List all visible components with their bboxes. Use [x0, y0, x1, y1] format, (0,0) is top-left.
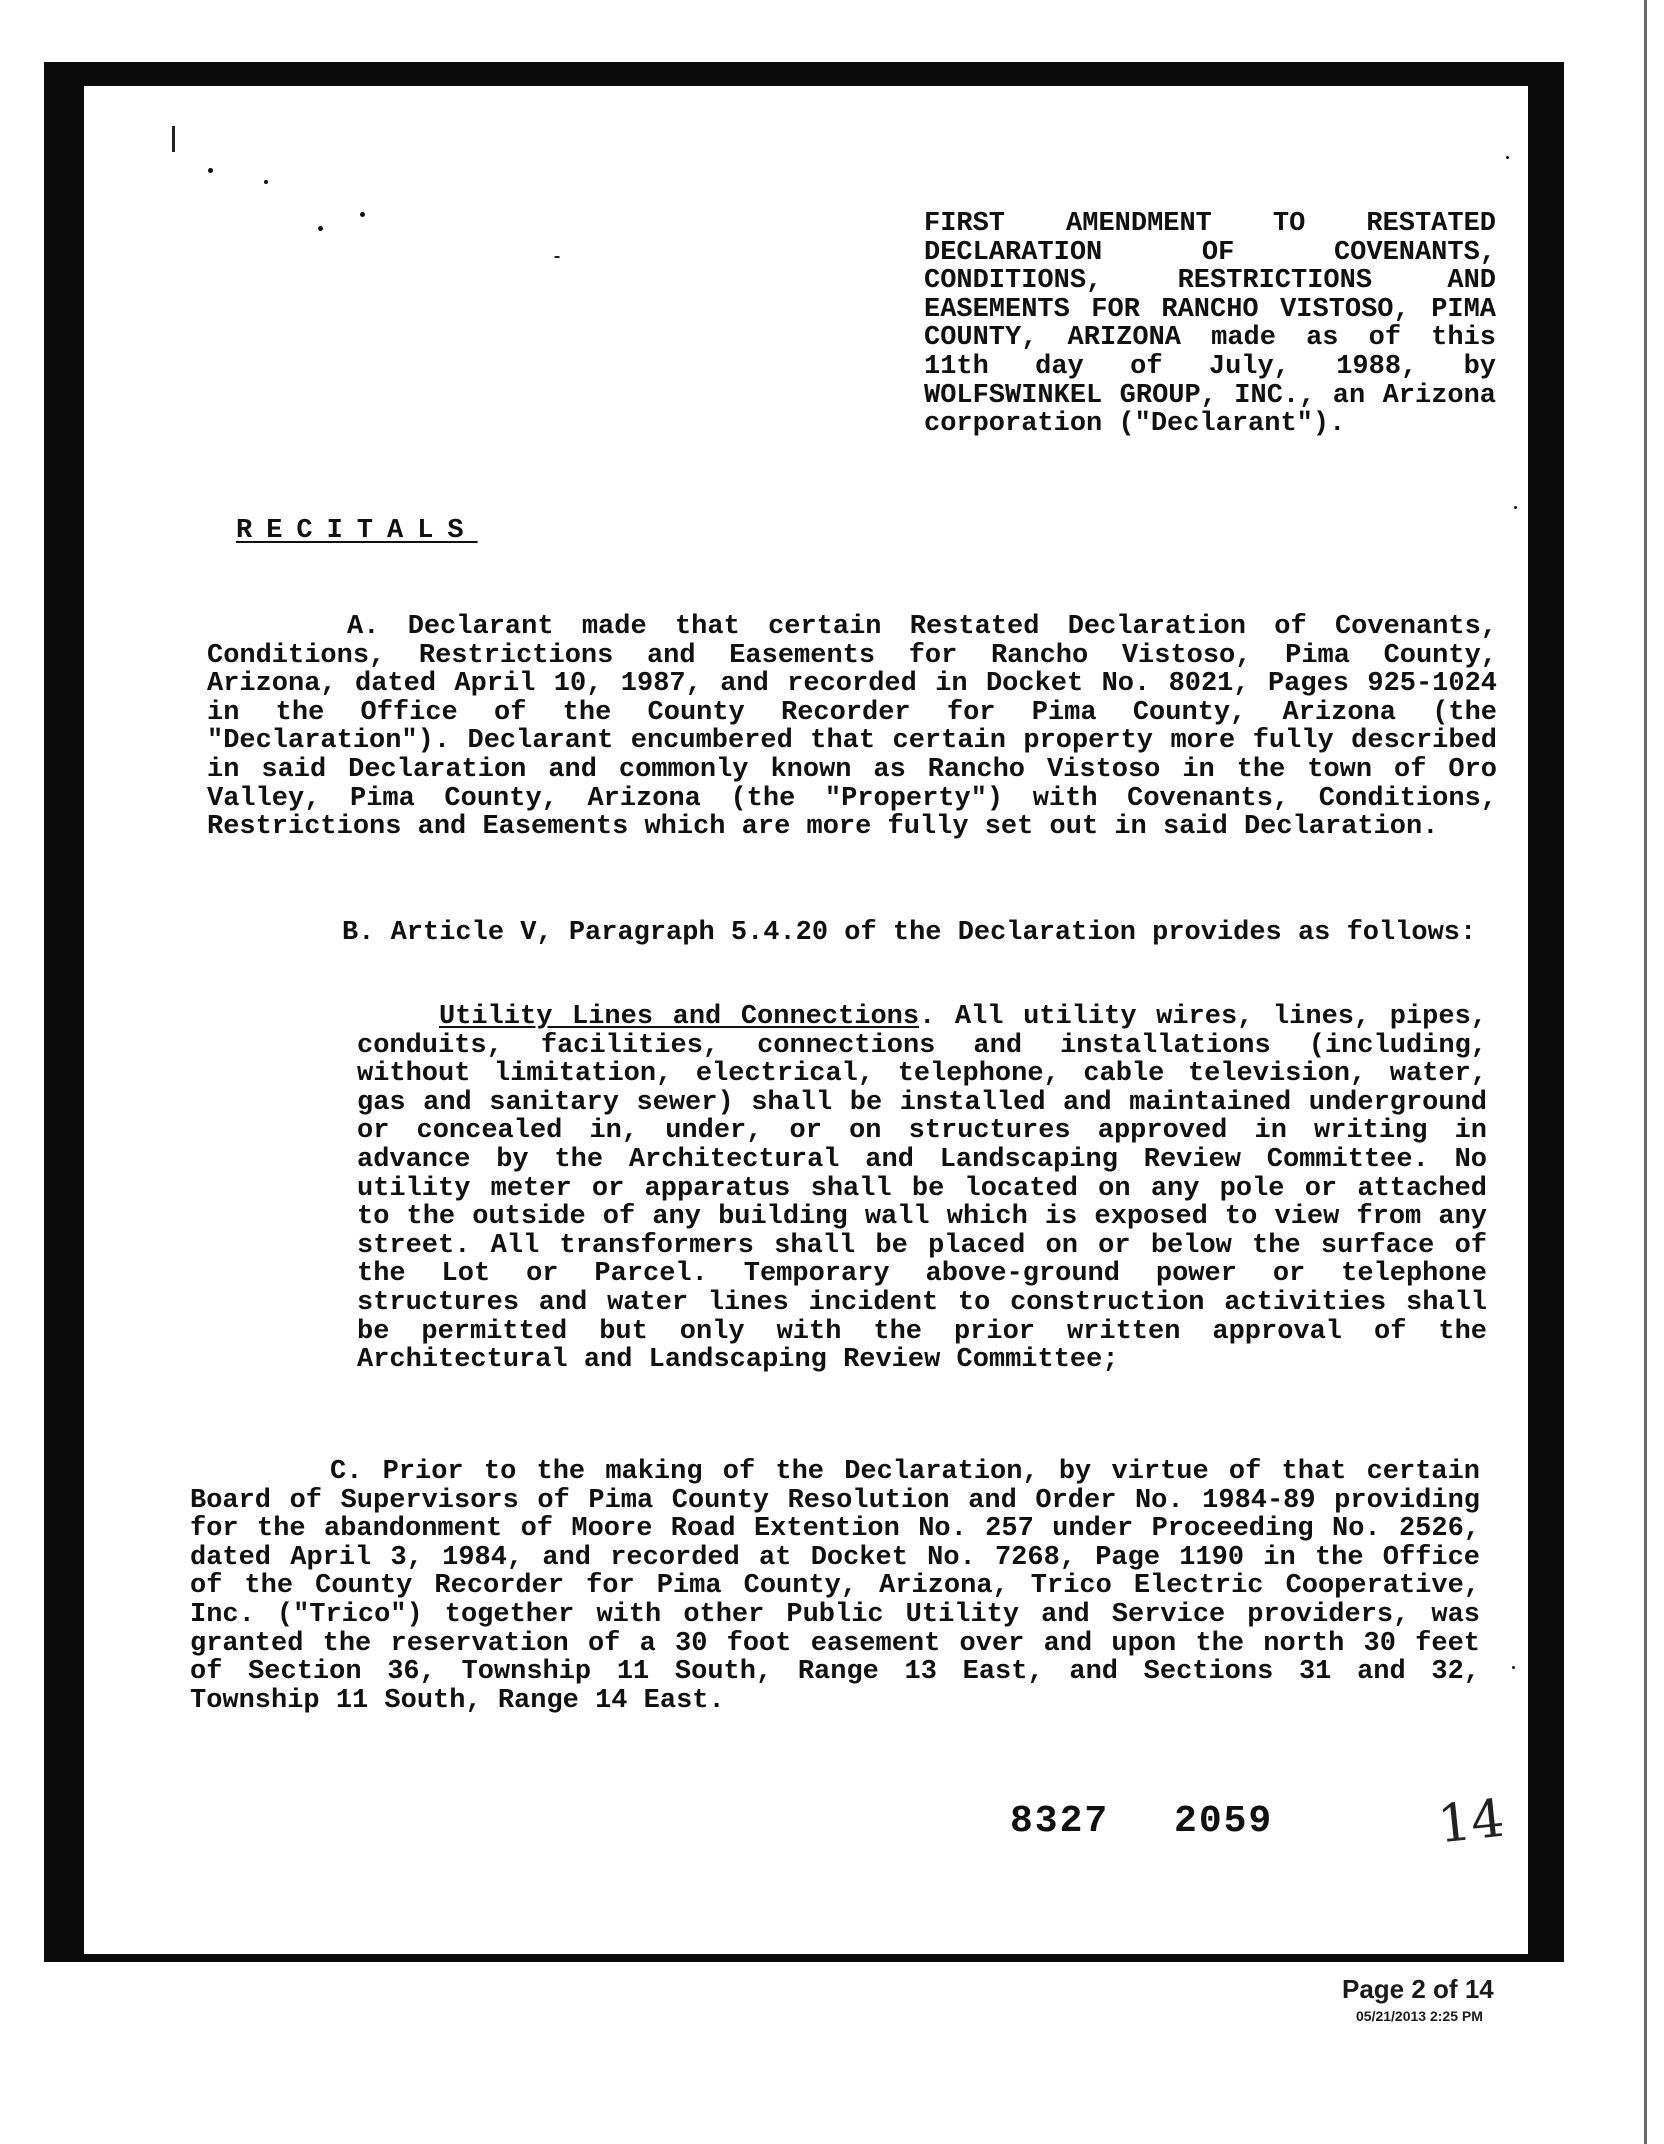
scan-speck: [360, 212, 365, 217]
page-label: Page 2 of 14: [1342, 1974, 1494, 2004]
scanned-page-frame: [44, 62, 1564, 1962]
scan-speck: [1512, 1666, 1515, 1669]
recital-b: [202, 919, 1492, 948]
scan-speck: [554, 256, 560, 258]
recitals-heading: RECITALS: [236, 516, 478, 546]
recital-a: [207, 613, 1497, 842]
scan-mark: [172, 126, 175, 152]
handwritten-page-number: 14: [1435, 1788, 1508, 1856]
recital-c-text: C. Prior to the making of the Declaration, by virtue of that certain Board of Supervisors of Pima County Resolution and Order No. 1984-89 providing for the abandonment of Moore Road Extention No. 257 under Proceeding No. 2526, dated April 3, 1984, and recorded at Docket No. 7268, Page 1190 in the Office of the County Recorder for Pima County, Arizona, Trico Electric Cooperative, Inc. ("Trico") together with other Public Utility and Service providers, was granted the reservation of a 30 foot easement over and upon the north 30 feet of Section 36, Township 11 South, Range 13 East, and Sections 31 and 32, Township 11 South, Range 14 East.: [190, 1457, 1480, 1716]
scan-speck: [1514, 506, 1517, 509]
recital-c: [190, 1458, 1480, 1715]
docket-stamp: 8327 2059: [1010, 1800, 1274, 1843]
scanned-page: [84, 86, 1528, 1954]
recital-a-text: A. Declarant made that certain Restated Declaration of Covenants, Conditions, Restrictions and Easements for Rancho Vistoso, Pima County, Arizona, dated April 10, 1987, and recorded in Docket No. 8021, Pages 925-1024 in the Office of the County Recorder for Pima County, Arizona (the "Declaration"). Declarant encumbered that certain property more fully described in said Declaration and commonly known as Rancho Vistoso in the town of Oro Valley, Pima County, Arizona (the "Property") with Covenants, Conditions, Restrictions and Easements which are more fully set out in said Declaration.: [207, 612, 1497, 843]
right-margin-rule: [1644, 0, 1647, 2144]
print-timestamp: 05/21/2013 2:25 PM: [1356, 2008, 1483, 2024]
document-title-block: FIRST AMENDMENT TO RESTATED DECLARATION OF COVENANTS, CONDITIONS, RESTRICTIONS AND EASEMENTS FOR RANCHO VISTOSO, PIMA COUNTY, ARIZONA made as of this 11th day of July, 1988, by WOLFSWINKEL GROUP, INC., an Arizona corporation ("Declarant").: [924, 209, 1496, 440]
scan-speck: [318, 226, 323, 231]
scan-speck: [1506, 156, 1509, 159]
scan-speck: [208, 168, 213, 173]
quoted-paragraph: [357, 1003, 1487, 1375]
quoted-body: . All utility wires, lines, pipes, conduits, facilities, connections and installations (including, without limitation, electrical, telephone, cable television, water, gas and sanitary sewer) shall be installed and maintained underground or concealed in, under, or on structures approved in writing in advance by the Architectural and Landscaping Review Committee. No utility meter or apparatus shall be located on any pole or attached to the outside of any building wall which is exposed to view from any street. All transformers shall be placed on or below the surface of the Lot or Parcel. Temporary above-ground power or telephone structures and water lines incident to construction activities shall be permitted but only with the prior written approval of the Architectural and Landscaping Review Committee;: [357, 1002, 1487, 1376]
scan-speck: [264, 180, 268, 184]
quoted-heading: Utility Lines and Connections: [439, 1002, 920, 1032]
recital-b-text: B. Article V, Paragraph 5.4.20 of the Declaration provides as follows:: [342, 918, 1477, 948]
